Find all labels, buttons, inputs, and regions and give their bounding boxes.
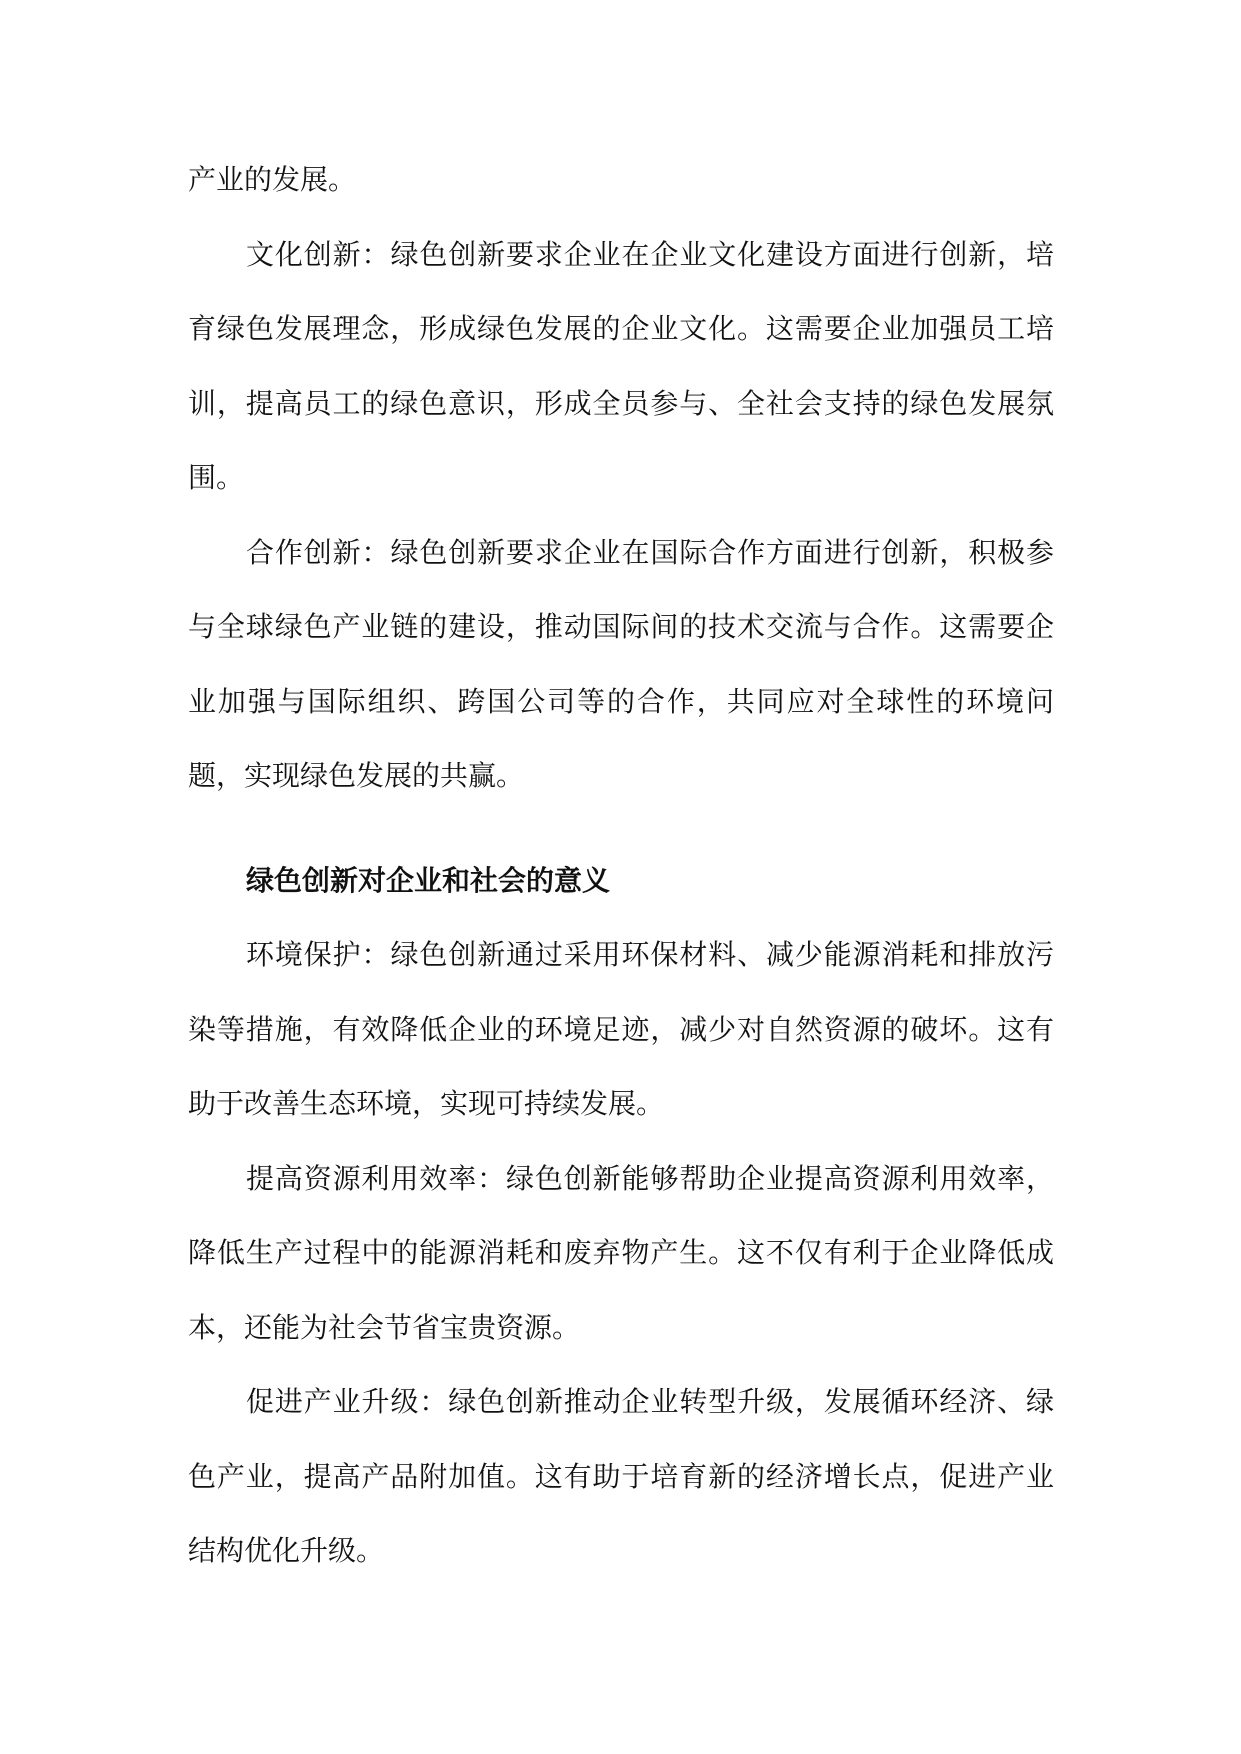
- paragraph-cooperative-innovation: 合作创新：绿色创新要求企业在国际合作方面进行创新，积极参与全球绿色产业链的建设，推动国际间的技术交流与合作。这需要企业加强与国际组织、跨国公司等的合作，共同应对全球性的环境问题，实现绿色发展的共赢。: [188, 535, 1054, 792]
- paragraph-resource-efficiency: 提高资源利用效率：绿色创新能够帮助企业提高资源利用效率，降低生产过程中的能源消耗和废弃物产生。这不仅有利于企业降低成本，还能为社会节省宝贵资源。: [188, 1161, 1054, 1344]
- paragraph-environmental-protection: 环境保护：绿色创新通过采用环保材料、减少能源消耗和排放污染等措施，有效降低企业的环境足迹，减少对自然资源的破坏。这有助于改善生态环境，实现可持续发展。: [188, 938, 1054, 1120]
- section-heading: 绿色创新对企业和社会的意义: [246, 863, 611, 897]
- document-body: [188, 143, 1054, 1589]
- paragraph-continuation: 产业的发展。: [188, 163, 357, 196]
- paragraph-cultural-innovation: 文化创新：绿色创新要求企业在企业文化建设方面进行创新，培育绿色发展理念，形成绿色发展的企业文化。这需要企业加强员工培训，提高员工的绿色意识，形成全员参与、全社会支持的绿色发展氛围。: [188, 237, 1054, 494]
- paragraph-industrial-upgrade: 促进产业升级：绿色创新推动企业转型升级，发展循环经济、绿色产业，提高产品附加值。这有助于培育新的经济增长点，促进产业结构优化升级。: [188, 1385, 1054, 1567]
